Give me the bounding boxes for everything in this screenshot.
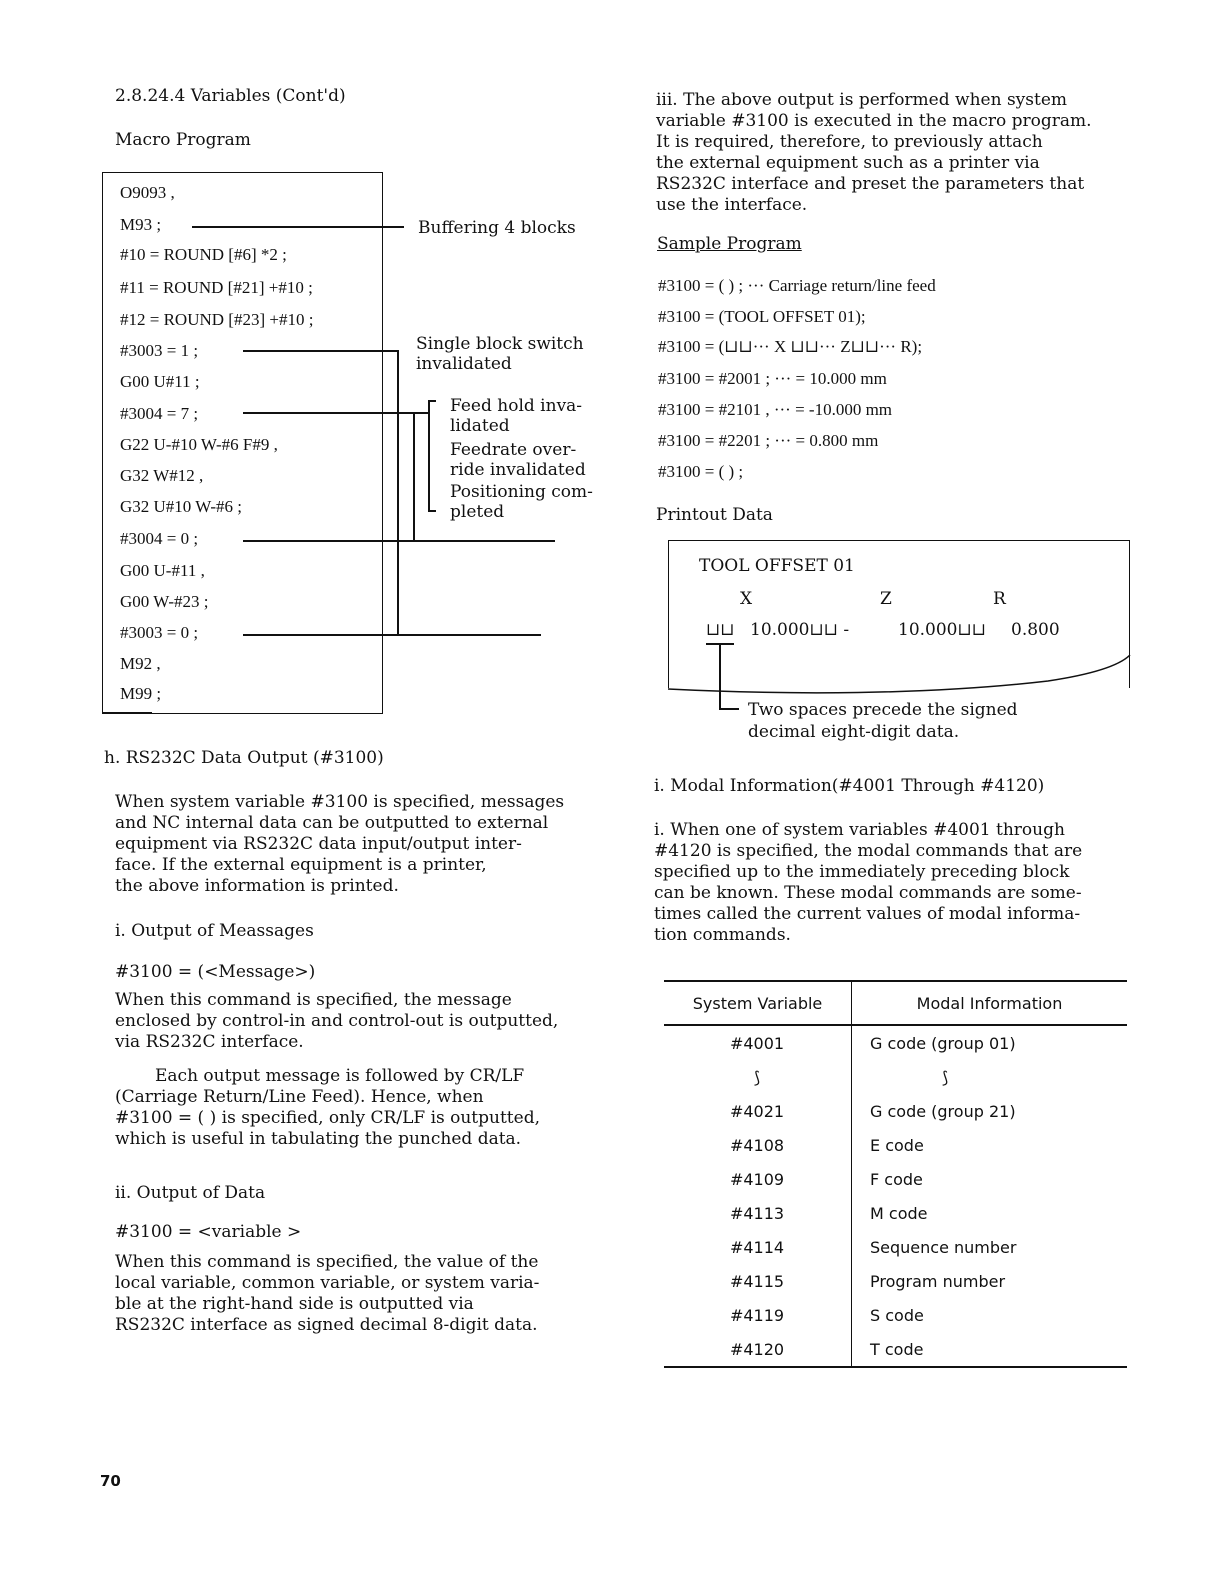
table-cell-variable: #4120 <box>664 1332 852 1367</box>
table-row <box>664 1196 1127 1230</box>
table-cell-modal-info: ⟆ <box>942 1067 949 1087</box>
code-line: G00 W-#23 ; <box>120 592 209 611</box>
table-row <box>664 1128 1127 1162</box>
table-cell-modal-info: G code (group 21) <box>870 1101 1016 1121</box>
sub-i-paragraph: When this command is specified, the message enclosed by control-in and control-out is outputted, via RS232C interface. <box>115 990 559 1052</box>
connector-buffering <box>192 226 404 228</box>
table-cell-modal-info: T code <box>852 1332 1128 1367</box>
connector-single-block <box>243 350 398 352</box>
table-header-row <box>664 981 1127 1025</box>
bracket-feed <box>428 400 430 512</box>
code-line: G32 U#10 W-#6 ; <box>120 497 242 516</box>
spaces-pointer <box>719 643 721 709</box>
connector-reset-3003 <box>243 634 541 636</box>
code-line: #11 = ROUND [#21] +#10 ; <box>120 278 313 297</box>
code-line: #3003 = 0 ; <box>120 623 199 642</box>
code-line: M93 ; <box>120 215 162 234</box>
table-cell-modal-info: S code <box>870 1305 924 1325</box>
spaces-pointer-foot <box>719 708 739 710</box>
header-modal-information: Modal Information <box>852 981 1128 1025</box>
table-row <box>664 1094 1127 1128</box>
printout-r-value: 0.800 <box>1011 620 1060 640</box>
annotation-positioning-1: Positioning com- <box>450 482 593 502</box>
code-line: G00 U-#11 , <box>120 561 205 580</box>
sub-ii-title: ii. Output of Data <box>115 1183 266 1203</box>
code-line: O9093 , <box>120 183 175 202</box>
annotation-feed-hold-1: Feed hold inva- <box>450 396 583 416</box>
bracket-feed-top <box>428 400 436 402</box>
table-row <box>664 1332 1127 1367</box>
code-line: G32 W#12 , <box>120 466 204 485</box>
code-line: #10 = ROUND [#6] *2 ; <box>120 245 287 264</box>
printout-r-header: R <box>993 589 1006 609</box>
sample-line: #3100 = ( ) ; ··· Carriage return/line feed <box>658 276 936 295</box>
table-cell-variable: #4114 <box>664 1230 852 1264</box>
table-cell-variable: #4001 <box>664 1025 852 1060</box>
table-row <box>664 1025 1127 1060</box>
sub-i-code: #3100 = (<Message>) <box>115 962 316 982</box>
modal-information-table <box>664 980 1127 1368</box>
code-line: #12 = ROUND [#23] +#10 ; <box>120 310 314 329</box>
sample-line: #3100 = ( ) ; <box>658 462 744 481</box>
table-row <box>664 1264 1127 1298</box>
table-cell-variable: #4115 <box>664 1264 852 1298</box>
sample-line: #3100 = #2101 , ··· = -10.000 mm <box>658 400 893 419</box>
sample-program-title: Sample Program <box>657 234 802 254</box>
iii-paragraph: iii. The above output is performed when system variable #3100 is executed in the macro program. It is required, therefore, to previously attach the external equipment such as a printer via RS232C interface and preset the parameters that use the interface. <box>656 90 1092 215</box>
printout-z-value: 10.000⊔⊔ <box>898 620 986 640</box>
code-line: G00 U#11 ; <box>120 372 200 391</box>
code-line: G22 U-#10 W-#6 F#9 , <box>120 435 278 454</box>
table-row <box>664 1230 1127 1264</box>
printout-z-header: Z <box>880 589 892 609</box>
annotation-single-block-1: Single block switch <box>416 334 584 354</box>
annotation-buffering: Buffering 4 blocks <box>418 218 576 238</box>
macro-program-label: Macro Program <box>115 130 251 150</box>
section-i-paragraph: i. When one of system variables #4001 through #4120 is specified, the modal commands that are specified up to the immediately preceding block can be known. These modal commands are some- times called the current values of modal informa- tion commands. <box>654 820 1083 945</box>
annotation-single-block-2: invalidated <box>416 354 512 374</box>
printout-spaces: ⊔⊔ <box>706 620 735 640</box>
vertical-single-block <box>397 350 399 634</box>
printout-x-value: 10.000⊔⊔ - <box>750 620 850 640</box>
table-cell-variable: #4119 <box>664 1298 852 1332</box>
table-cell-modal-info: E code <box>870 1135 924 1155</box>
table-cell-modal-info: G code (group 01) <box>870 1033 1016 1053</box>
annotation-feedrate-1: Feedrate over- <box>450 440 577 460</box>
code-line: M92 , <box>120 654 161 673</box>
sub-i-title: i. Output of Meassages <box>115 921 314 941</box>
sub-i-paragraph-2: Each output message is followed by CR/LF (Carriage Return/Line Feed). Hence, when #3100 = ( ) is specified, only CR/LF is outputted, which is useful in tabulating the punched data. <box>115 1066 540 1149</box>
section-h-title: h. RS232C Data Output (#3100) <box>104 748 384 768</box>
table-cell-modal-info: Sequence number <box>870 1237 1017 1257</box>
table-cell-modal-info: M code <box>870 1203 928 1223</box>
section-heading: 2.8.24.4 Variables (Cont'd) <box>115 86 346 106</box>
printout-x-header: X <box>740 589 753 609</box>
printout-label: Printout Data <box>656 505 773 525</box>
annotation-feed-hold-2: lidated <box>450 416 510 436</box>
sample-line: #3100 = #2001 ; ··· = 10.000 mm <box>658 369 887 388</box>
table-row <box>664 1298 1127 1332</box>
connector-feed-hold <box>243 412 429 414</box>
page-number: 70 <box>100 1472 121 1490</box>
sub-ii-paragraph: When this command is specified, the value of the local variable, common variable, or system varia- ble at the right-hand side is outputted via RS232C interface as signed decimal 8-digit data. <box>115 1252 540 1335</box>
table-row <box>664 1162 1127 1196</box>
printout-note-2: decimal eight-digit data. <box>748 722 960 742</box>
sample-line: #3100 = #2201 ; ··· = 0.800 mm <box>658 431 879 450</box>
annotation-feedrate-2: ride invalidated <box>450 460 586 480</box>
section-h-paragraph: When system variable #3100 is specified, messages and NC internal data can be outputted to external equipment via RS232C data input/output inter- face. If the external equipment is a printer, the above information is printed. <box>115 792 565 896</box>
printout-note-1: Two spaces precede the signed <box>748 700 1018 720</box>
code-line: M99 ; <box>120 684 162 703</box>
section-i-title: i. Modal Information(#4001 Through #4120) <box>654 776 1045 796</box>
sub-ii-code: #3100 = <variable > <box>115 1222 302 1242</box>
sample-line: #3100 = (TOOL OFFSET 01); <box>658 307 866 326</box>
connector-reset-3004 <box>243 540 555 542</box>
header-system-variable: System Variable <box>664 981 852 1025</box>
code-line: #3004 = 7 ; <box>120 404 199 423</box>
table-cell-variable: #4109 <box>664 1162 852 1196</box>
table-cell-modal-info: Program number <box>870 1271 1006 1291</box>
table-cell-variable: #4113 <box>664 1196 852 1230</box>
table-cell-modal-info: F code <box>870 1169 923 1189</box>
bracket-feed-bottom <box>428 510 436 512</box>
table-cell-variable: #4108 <box>664 1128 852 1162</box>
table-row <box>664 1060 1127 1094</box>
annotation-positioning-2: pleted <box>450 502 505 522</box>
box-bottom-tick <box>102 712 152 714</box>
printout-torn-edge <box>668 655 1132 695</box>
table-cell-variable: ⟆ <box>664 1060 852 1094</box>
code-line: #3003 = 1 ; <box>120 341 199 360</box>
vertical-feed-hold <box>413 412 415 540</box>
table-cell-variable: #4021 <box>664 1094 852 1128</box>
printout-title: TOOL OFFSET 01 <box>699 556 855 576</box>
code-line: #3004 = 0 ; <box>120 529 199 548</box>
sample-line: #3100 = (⊔⊔··· X ⊔⊔··· Z⊔⊔··· R); <box>658 337 923 356</box>
